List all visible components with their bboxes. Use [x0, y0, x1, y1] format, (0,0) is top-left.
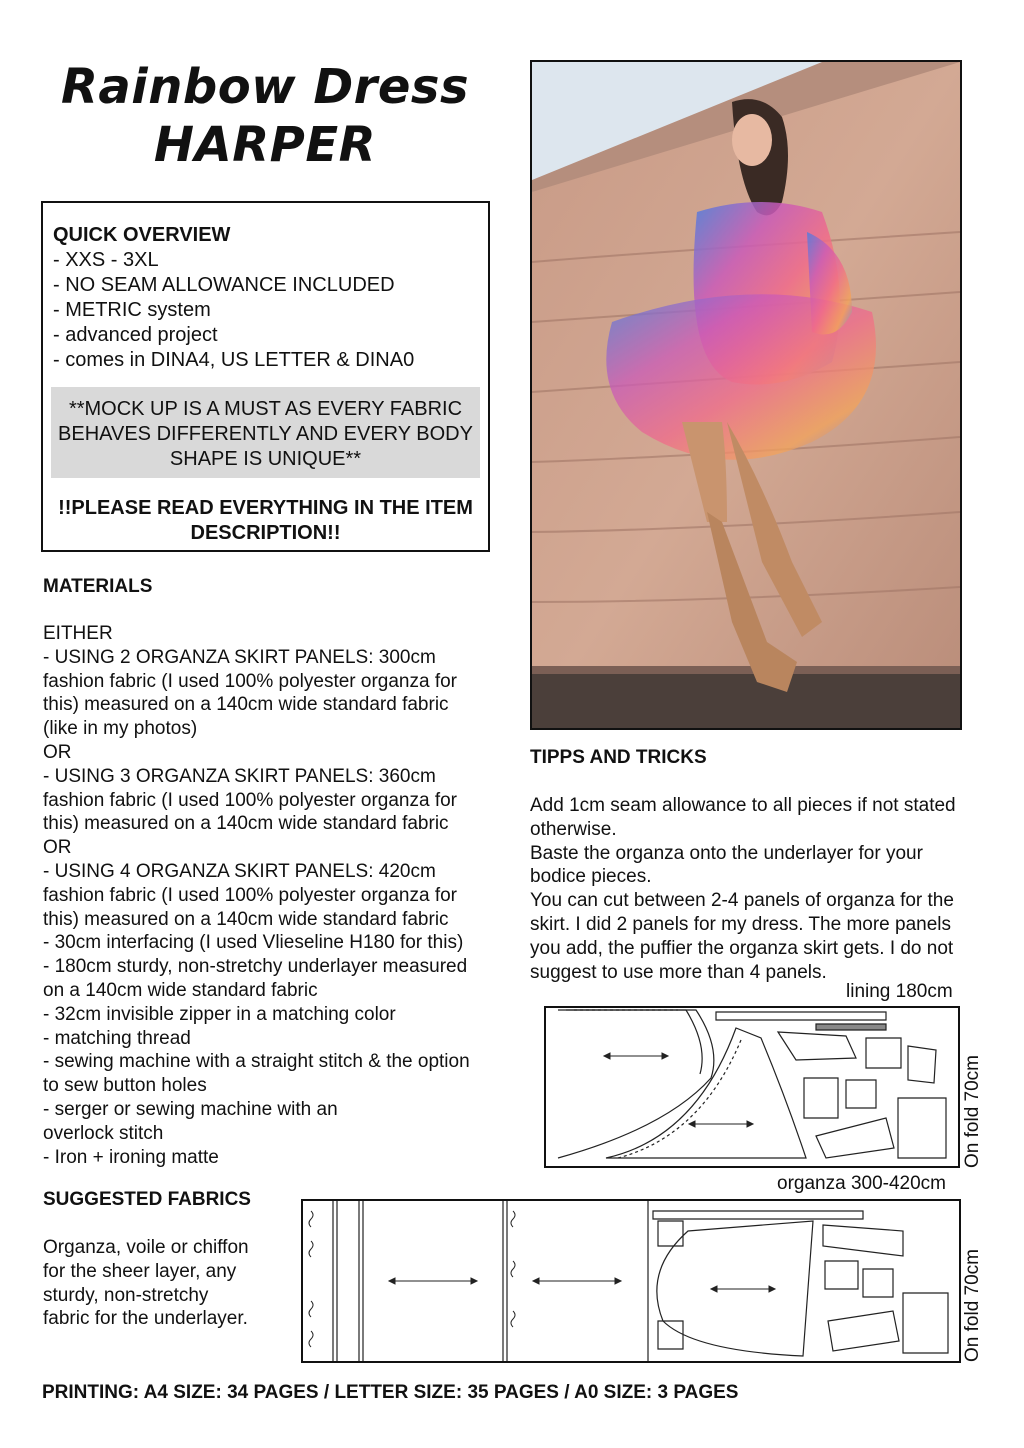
tips-line: you add, the puffier the organza skirt gets. I do not — [530, 937, 954, 959]
organza-pattern-pieces — [303, 1201, 959, 1361]
materials-list — [43, 622, 513, 1169]
printing-info: PRINTING: A4 SIZE: 34 PAGES / LETTER SIZE: 35 PAGES / A0 SIZE: 3 PAGES — [42, 1382, 739, 1403]
suggested-line: sturdy, non-stretchy — [43, 1284, 209, 1306]
materials-line: overlock stitch — [43, 1122, 164, 1144]
suggested-line: Organza, voile or chiffon — [43, 1237, 249, 1258]
organza-layout-diagram — [301, 1199, 961, 1363]
organza-fold-label: On fold 70cm — [962, 1249, 983, 1362]
overview-item: - comes in DINA4, US LETTER & DINA0 — [53, 349, 415, 371]
tips-line: otherwise. — [530, 818, 617, 840]
materials-line: - USING 3 ORGANZA SKIRT PANELS: 360cm — [43, 765, 436, 787]
dress-photo — [530, 60, 962, 730]
title-line-1: Rainbow Dress — [60, 59, 470, 115]
materials-line: - Iron + ironing matte — [43, 1146, 219, 1168]
materials-line: this) measured on a 140cm wide standard fabric — [43, 694, 449, 716]
materials-line: OR — [43, 741, 72, 763]
lining-fold-label: On fold 70cm — [962, 1055, 983, 1168]
materials-line: - 30cm interfacing (I used Vlieseline H180 for this) — [43, 932, 464, 954]
dress-photo-illustration — [532, 62, 960, 728]
materials-line: - matching thread — [43, 1027, 191, 1049]
tips-heading: TIPPS AND TRICKS — [530, 747, 707, 768]
materials-line: (like in my photos) — [43, 718, 198, 740]
overview-heading: QUICK OVERVIEW — [53, 224, 231, 246]
tips-line: bodice pieces. — [530, 866, 652, 888]
tips-line: Add 1cm seam allowance to all pieces if not stated — [530, 795, 956, 816]
overview-item: - METRIC system — [53, 299, 211, 321]
read-description-warning: !!PLEASE READ EVERYTHING IN THE ITEM DESCRIPTION!! — [58, 497, 473, 544]
materials-line: - sewing machine with a straight stitch & the option — [43, 1051, 470, 1073]
page-title — [40, 58, 490, 174]
materials-heading: MATERIALS — [43, 576, 153, 597]
tips-line: You can cut between 2-4 panels of organza for the — [530, 890, 954, 912]
materials-line: - serger or sewing machine with an — [43, 1098, 338, 1120]
materials-line: EITHER — [43, 623, 113, 644]
materials-line: - USING 2 ORGANZA SKIRT PANELS: 300cm — [43, 646, 436, 668]
suggested-line: for the sheer layer, any — [43, 1260, 237, 1282]
overview-item: - XXS - 3XL — [53, 249, 159, 271]
materials-line: this) measured on a 140cm wide standard fabric — [43, 813, 449, 835]
materials-line: - USING 4 ORGANZA SKIRT PANELS: 420cm — [43, 860, 436, 882]
lining-layout-diagram — [544, 1006, 960, 1168]
materials-line: - 32cm invisible zipper in a matching color — [43, 1003, 396, 1025]
title-line-2: HARPER — [153, 117, 377, 173]
materials-line: on a 140cm wide standard fabric — [43, 979, 318, 1001]
lining-label: lining 180cm — [846, 981, 953, 1002]
overview-item: - advanced project — [53, 324, 218, 346]
materials-line: - 180cm sturdy, non-stretchy underlayer measured — [43, 956, 468, 978]
materials-line: OR — [43, 837, 72, 859]
materials-line: fashion fabric (I used 100% polyester organza for — [43, 670, 458, 692]
tips-line: Baste the organza onto the underlayer for your — [530, 842, 923, 864]
materials-line: to sew button holes — [43, 1075, 207, 1097]
tips-line: suggest to use more than 4 panels. — [530, 961, 827, 983]
materials-line: fashion fabric (I used 100% polyester organza for — [43, 884, 458, 906]
tips-text — [530, 794, 1000, 984]
organza-label: organza 300-420cm — [777, 1173, 946, 1194]
overview-item: - NO SEAM ALLOWANCE INCLUDED — [53, 274, 395, 296]
mockup-note: **MOCK UP IS A MUST AS EVERY FABRIC BEHAVES DIFFERENTLY AND EVERY BODY SHAPE IS UNIQUE** — [51, 387, 480, 478]
materials-line: fashion fabric (I used 100% polyester organza for — [43, 789, 458, 811]
suggested-fabrics-text — [43, 1236, 293, 1331]
quick-overview-box — [41, 201, 490, 552]
tips-line: skirt. I did 2 panels for my dress. The more panels — [530, 913, 951, 935]
lining-pattern-pieces — [546, 1008, 958, 1166]
suggested-line: fabric for the underlayer. — [43, 1308, 248, 1330]
suggested-fabrics-heading: SUGGESTED FABRICS — [43, 1189, 251, 1210]
materials-line: this) measured on a 140cm wide standard fabric — [43, 908, 449, 930]
